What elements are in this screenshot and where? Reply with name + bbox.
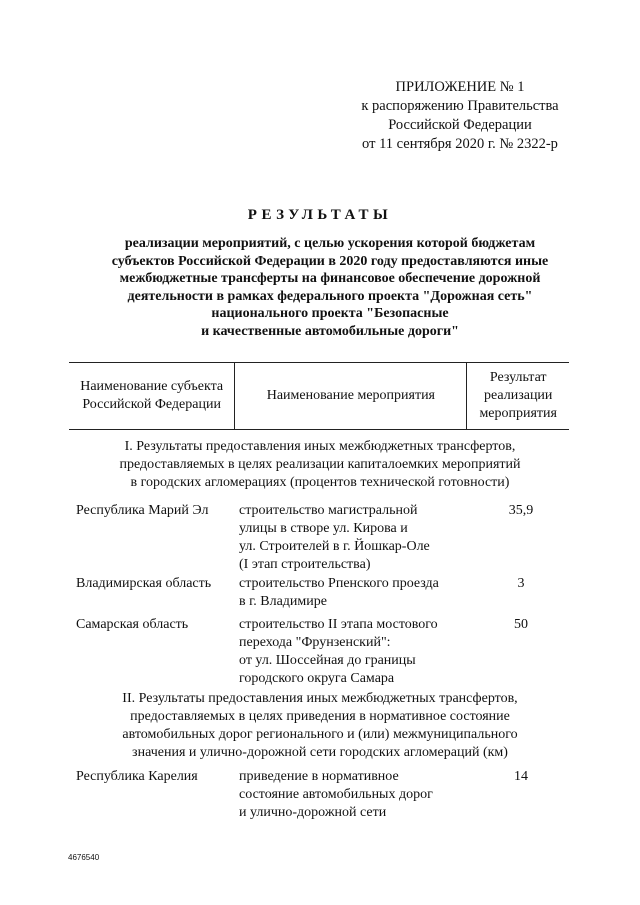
measure-line: строительство магистральной (239, 503, 418, 518)
row-value: 3 (517, 576, 525, 591)
measure-line: ул. Строителей в г. Йошкар-Оле (239, 539, 430, 554)
header-line: мероприятия (479, 406, 557, 421)
section-title-line: автомобильных дорог регионального и (или) межмуниципального (122, 727, 518, 742)
section-title-line: предоставляемых в целях реализации капиталоемких мероприятий (119, 457, 521, 472)
measure-line: (I этап строительства) (239, 557, 371, 572)
measure-line: и улично-дорожной сети (239, 805, 387, 820)
header-line: Наименование субъекта (80, 379, 224, 394)
row-measure (239, 768, 433, 822)
row-subject: Республика Марий Эл (76, 503, 209, 518)
subtitle-line: реализации мероприятий, с целью ускорения которой бюджетам (124, 236, 536, 251)
header-line: Результат (489, 370, 547, 385)
subtitle-line: деятельности в рамках федерального проекта "Дорожная сеть" (127, 288, 533, 304)
row-measure (239, 502, 430, 574)
measure-line: улицы в створе ул. Кирова и (239, 521, 408, 536)
subtitle-line: и качественные автомобильные дороги" (201, 323, 459, 339)
measure-line: от ул. Шоссейная до границы (239, 653, 416, 668)
appendix-block (330, 78, 590, 154)
appendix-line: Российской Федерации (388, 117, 532, 133)
measure-line: городского округа Самара (239, 671, 395, 686)
header-line: реализации (484, 388, 553, 403)
section-title-1 (70, 438, 570, 492)
header-line: Российской Федерации (82, 397, 221, 412)
row-value: 50 (514, 617, 528, 632)
appendix-date-number: от 11 сентября 2020 г. № 2322-р (362, 136, 558, 152)
section-title-line: I. Результаты предоставления иных межбюджетных трансфертов, (124, 439, 516, 454)
measure-line: строительство II этапа мостового (239, 617, 438, 632)
row-value: 14 (514, 769, 528, 784)
section-title-line: в городских агломерациях (процентов технической готовности) (130, 475, 510, 490)
row-measure (239, 575, 439, 611)
subtitle-line: межбюджетные трансферты на финансовое обеспечение дорожной (119, 271, 541, 286)
row-measure (239, 616, 438, 688)
subtitle-line: субъектов Российской Федерации в 2020 году предоставляются иные (111, 253, 549, 269)
appendix-heading: ПРИЛОЖЕНИЕ № 1 (395, 79, 525, 95)
document-title: РЕЗУЛЬТАТЫ (247, 207, 393, 223)
header-line: Наименование мероприятия (266, 388, 436, 403)
row-value: 35,9 (508, 503, 534, 518)
row-subject: Самарская область (76, 617, 189, 632)
row-subject: Республика Карелия (76, 769, 198, 784)
appendix-line: к распоряжению Правительства (361, 98, 559, 114)
measure-line: строительство Рпенского проезда (239, 576, 439, 591)
table-header (69, 362, 569, 430)
measure-line: состояние автомобильных дорог (239, 787, 433, 802)
column-header-measure (234, 363, 467, 429)
section-title-line: предоставляемых в целях приведения в нормативное состояние (130, 709, 510, 724)
measure-line: в г. Владимире (239, 594, 327, 609)
document-number: 4676540 (68, 853, 100, 862)
section-title-2 (70, 690, 570, 762)
section-title-line: значения и улично-дорожной сети городских агломераций (км) (132, 745, 508, 760)
document-subtitle (60, 235, 600, 340)
row-subject: Владимирская область (76, 576, 212, 591)
subtitle-line: национального проекта "Безопасные (211, 306, 449, 321)
measure-line: приведение в нормативное (239, 769, 399, 784)
section-title-line: II. Результаты предоставления иных межбюджетных трансфертов, (122, 691, 518, 706)
column-header-subject (69, 363, 234, 429)
column-header-result (467, 363, 569, 429)
measure-line: перехода "Фрунзенский": (239, 635, 391, 650)
